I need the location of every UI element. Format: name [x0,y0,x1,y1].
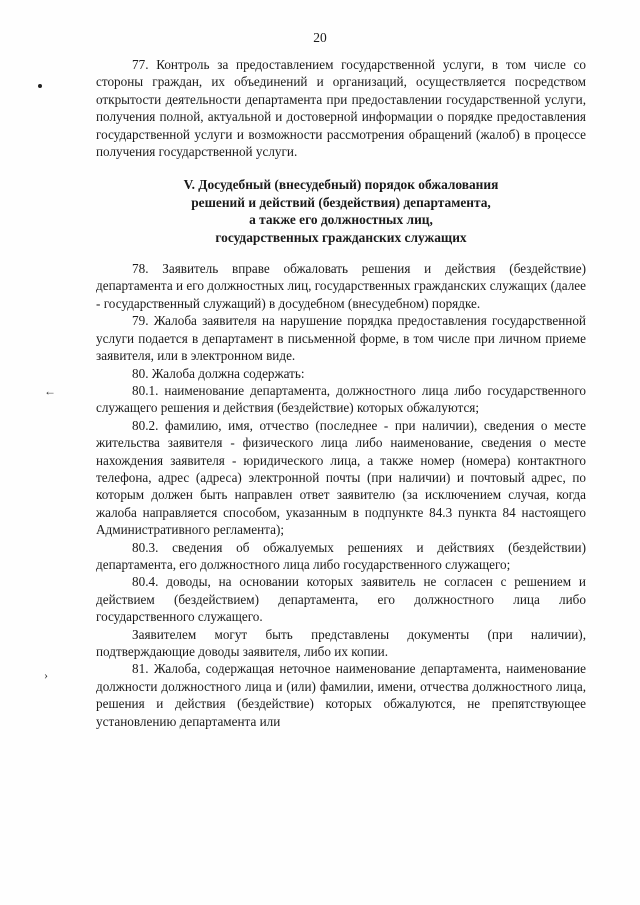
margin-tick-mark: › [44,668,48,682]
paragraph-80: 80. Жалоба должна содержать: [132,365,305,381]
paragraph-80-4: 80.4. доводы, на основании которых заявитель не согласен с решением и действием (бездействием) департамента, его должностного лица либо государственного служащего. [96,574,586,625]
margin-hook-mark: ← [44,384,56,398]
margin-dot-mark [38,84,42,88]
section-heading [96,176,586,246]
section-heading-line-2: решений и действий (бездействия) департамента, [191,194,491,210]
paragraph-80-2: 80.2. фамилию, имя, отчество (последнее - при наличии), сведения о месте жительства заявителя - физического лица либо наименование, сведения о месте нахождения заявителя - юридического лица, а также номер (номера) контактного телефона, адрес (адреса) электронной почты (при наличии) и почтовый адрес, по которым должен быть направлен ответ заявителю (за исключением случая, когда жалоба направляется способом, указанным в подпункте 84.3 пункта 84 настоящего Административного регламента); [96,417,586,538]
document-body [96,56,586,730]
paragraph-79: 79. Жалоба заявителя на нарушение порядка предоставления государственной услуги подается в департамент в письменной форме, в том числе при личном приеме заявителя, или в электронном виде. [96,313,586,364]
page-number: 20 [313,30,327,45]
section-heading-line-4: государственных гражданских служащих [215,229,467,245]
paragraph-77: 77. Контроль за предоставлением государственной услуги, в том числе со стороны граждан, их объединений и организаций, осуществляется посредством открытости деятельности департамента при предоставлении государственной услуги, получения полной, актуальной и достоверной информации о порядке предоставления государственной услуги и возможности рассмотрения обращений (жалоб) в процессе получения государственной услуги. [96,57,586,160]
paragraph-78: 78. Заявитель вправе обжаловать решения и действия (бездействие) департамента и его должностных лиц, государственных гражданских служащих (далее - государственный служащий) в досудебном (внесудебном) порядке. [96,261,586,311]
section-heading-line-1: V. Досудебный (внесудебный) порядок обжалования [183,177,499,193]
section-heading-line-3: а также его должностных лиц, [249,212,433,228]
paragraph-81: 81. Жалоба, содержащая неточное наименование департамента, наименование должности должностного лица и (или) фамилии, имени, отчества должностного лица, решения и действия (бездействие) которых обжалуются, не препятствующее установлению департамента или [96,661,586,729]
paragraph-documents: Заявителем могут быть представлены документы (при наличии), подтверждающие доводы заявителя, либо их копии. [96,626,586,659]
paragraph-80-3: 80.3. сведения об обжалуемых решениях и действиях (бездействии) департамента, его должностного лица либо государственного служащего; [96,539,586,572]
paragraph-80-1: 80.1. наименование департамента, должностного лица либо государственного служащего решения и действия (бездействие) которых обжалуются; [96,382,586,416]
